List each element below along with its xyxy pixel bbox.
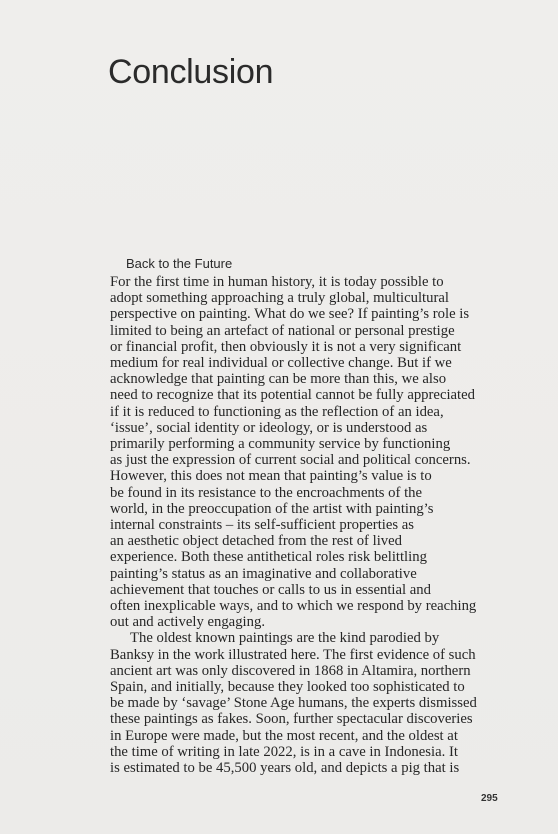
text-line: painting’s status as an imaginative and collaborative [110,565,417,582]
text-line: For the first time in human history, it is today possible to [110,274,444,290]
text-line: or financial profit, then obviously it is not a very significant [110,338,462,355]
page-number: 295 [481,793,498,804]
text-line: ancient art was only discovered in 1868 in Altamira, northern [110,662,471,679]
text-line: need to recognize that its potential cannot be fully appreciated [110,387,476,404]
text-line: internal constraints – its self-sufficient properties as [110,517,415,534]
text-line: in Europe were made, but the most recent, and the oldest at [110,727,458,744]
text-line: achievement that touches or calls to us in essential and [110,581,431,598]
text-line: is estimated to be 45,500 years old, and depicts a pig that is [110,760,460,777]
text-line: Banksy in the work illustrated here. The first evidence of such [110,646,476,663]
text-line: The oldest known paintings are the kind parodied by [130,630,440,647]
body-text [110,274,530,776]
text-line: However, this does not mean that painting’s value is to [110,468,432,485]
text-line: these paintings as fakes. Soon, further spectacular discoveries [110,711,473,728]
text-line: experience. Both these antithetical roles risk belittling [110,549,427,566]
chapter-title: Conclusion [108,52,274,91]
text-line: be made by ‘savage’ Stone Age humans, the experts dismissed [110,695,477,712]
text-line: limited to being an artefact of national or personal prestige [110,322,455,339]
text-line: ‘issue’, social identity or ideology, or is understood as [110,419,428,436]
text-line: Spain, and initially, because they looked too sophisticated to [110,679,465,696]
text-line: if it is reduced to functioning as the reflection of an idea, [110,403,444,420]
text-line: medium for real individual or collective change. But if we [110,355,452,372]
paragraph-2 [110,630,530,776]
text-line: world, in the preoccupation of the artist with painting’s [110,500,434,517]
text-line: an aesthetic object detached from the rest of lived [110,533,402,550]
text-line: the time of writing in late 2022, is in a cave in Indonesia. It [110,743,458,760]
text-line: primarily performing a community service by functioning [110,436,451,453]
text-line: acknowledge that painting can be more than this, we also [110,371,447,388]
text-line: be found in its resistance to the encroachments of the [110,484,423,501]
text-line: out and actively engaging. [110,614,265,631]
text-line: adopt something approaching a truly global, multicultural [110,290,449,307]
text-line: as just the expression of current social and political concerns. [110,452,471,469]
section-heading: Back to the Future [126,256,233,271]
text-line: perspective on painting. What do we see? If painting’s role is [110,306,470,323]
paragraph-1 [110,274,530,630]
text-line: often inexplicable ways, and to which we respond by reaching [110,598,477,615]
